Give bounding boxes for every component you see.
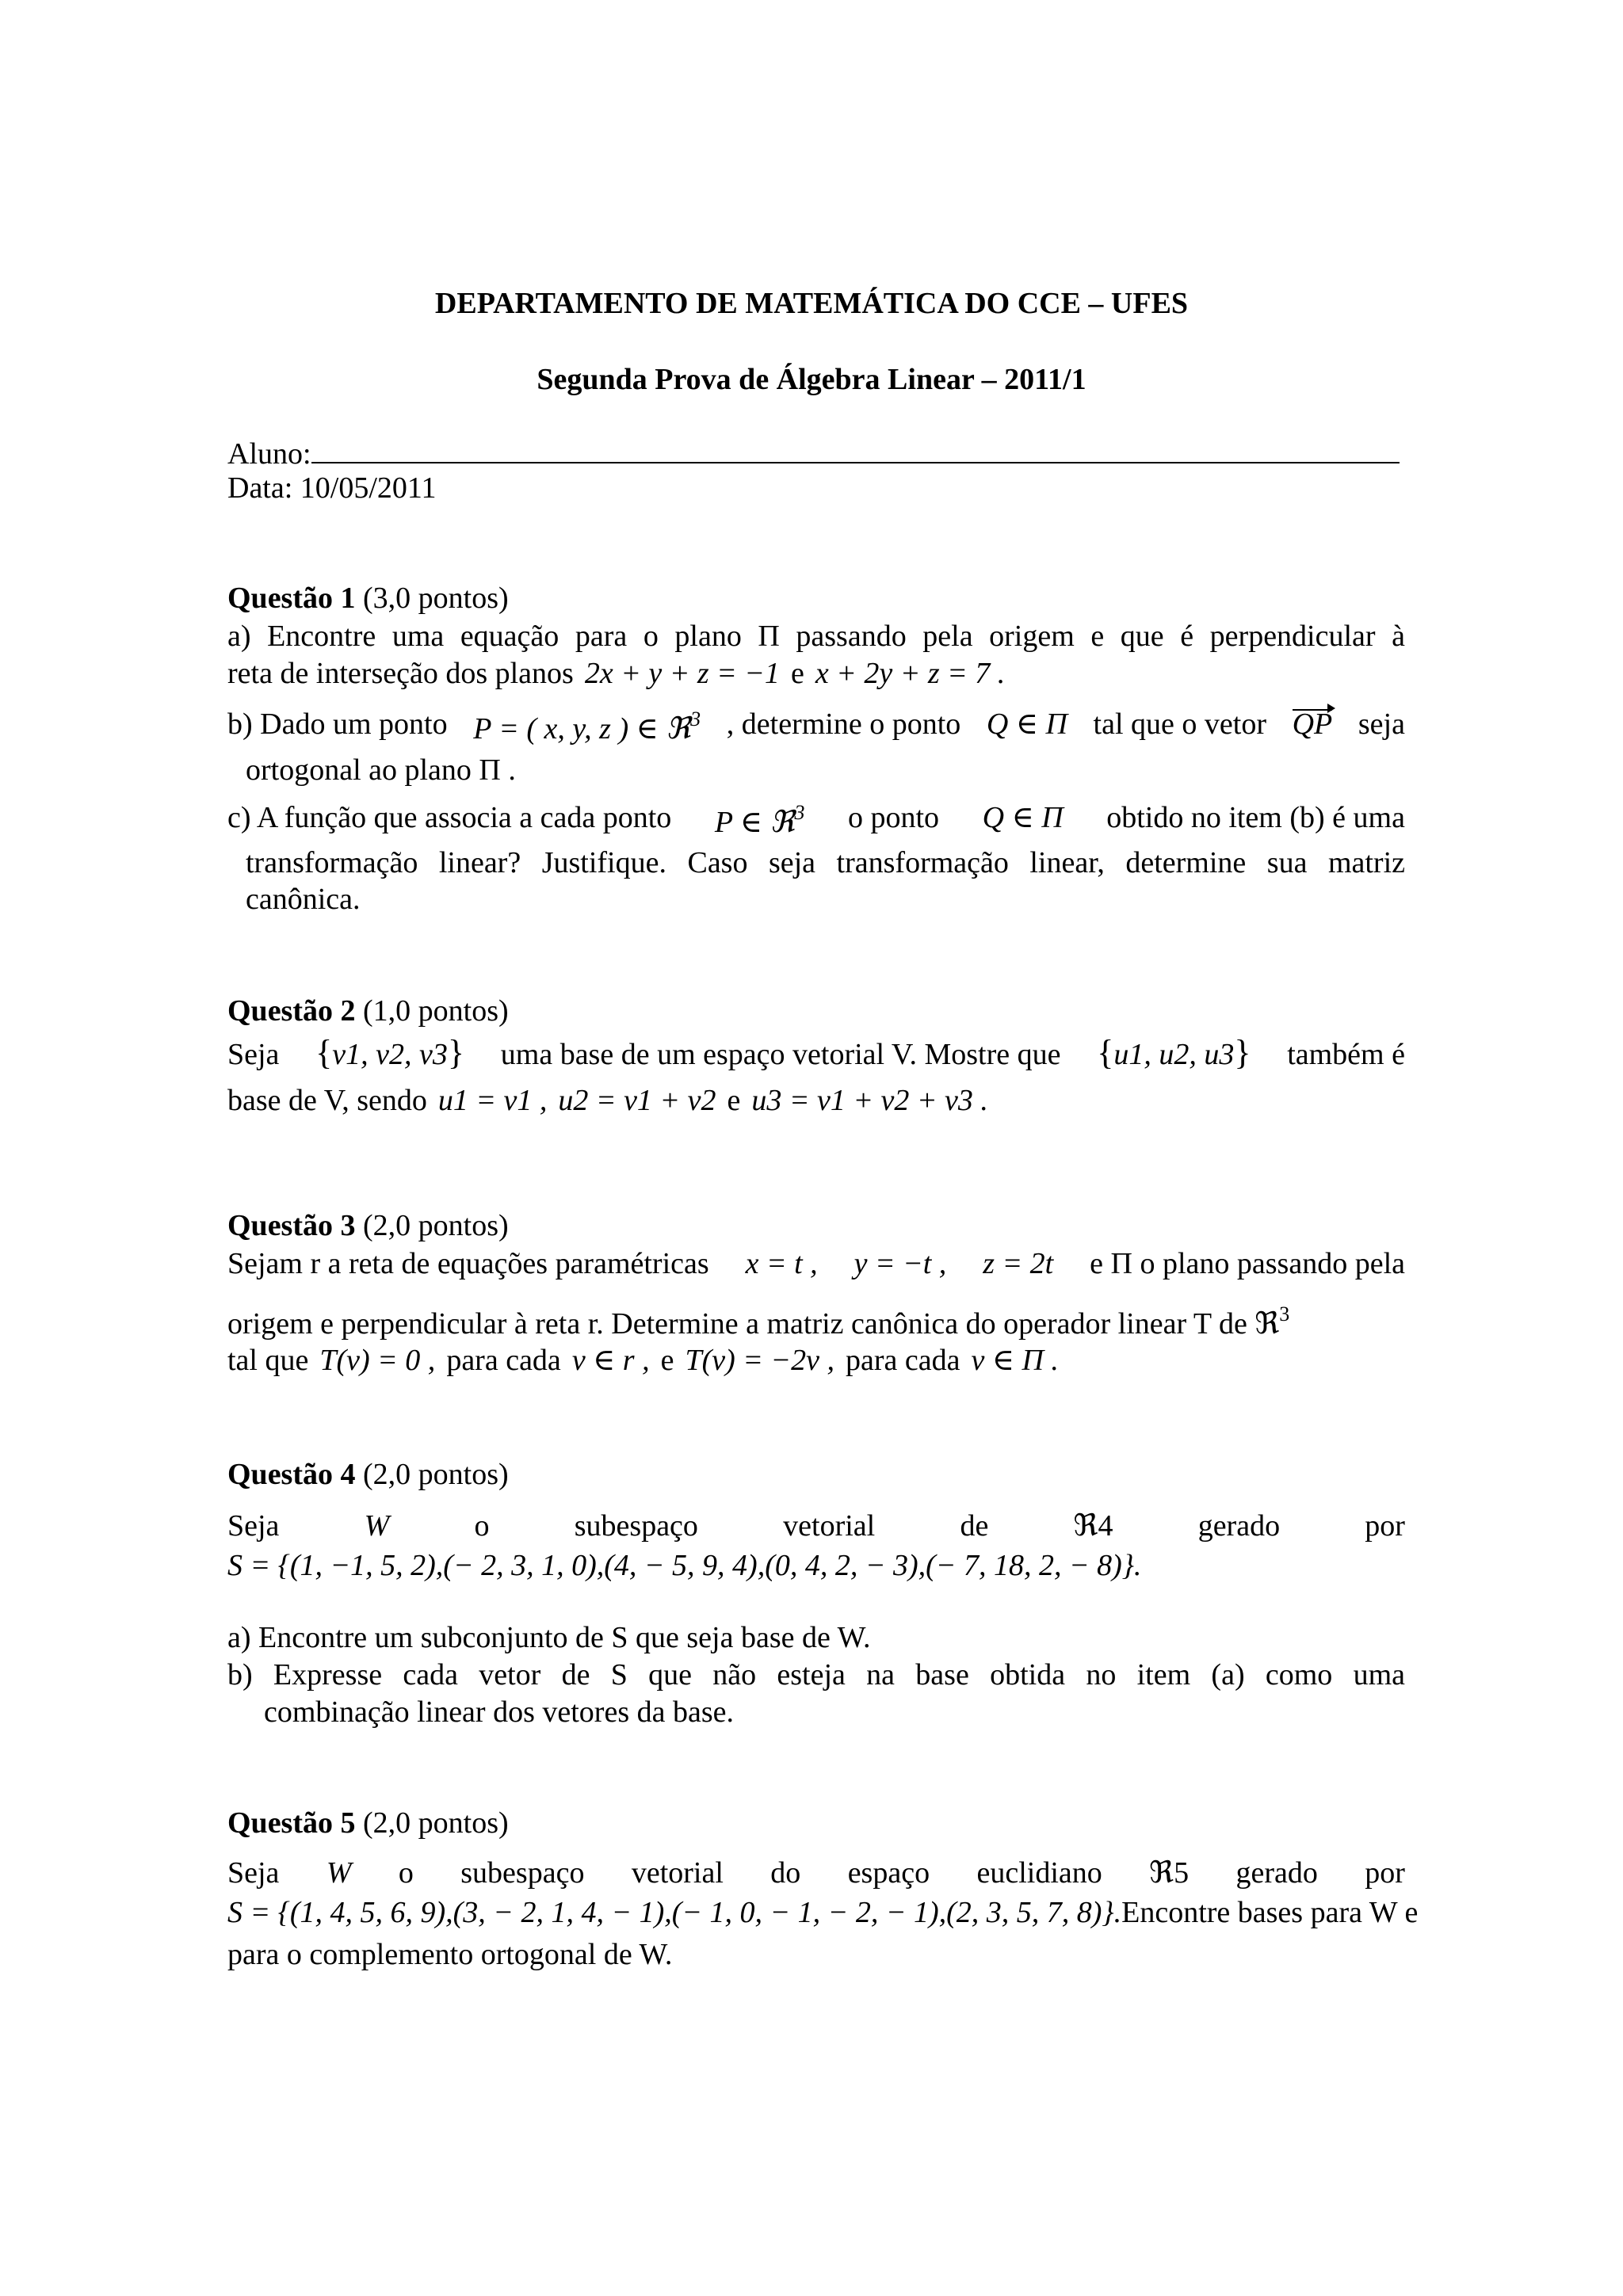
- q1-c-line2: transformação linear? Justifique. Caso seja transformação linear, determine sua matriz: [246, 846, 1405, 879]
- exam-title: Segunda Prova de Álgebra Linear – 2011/1: [537, 363, 1086, 396]
- q4-word: W: [364, 1509, 390, 1543]
- q5-title: Questão 5: [227, 1806, 356, 1840]
- q1-b-point: P = ( x, y, z ) ∈ ℜ$^3$: [473, 707, 701, 746]
- q2-heading: [227, 994, 1405, 1029]
- q1-b-text2: , determine o ponto: [726, 707, 961, 741]
- student-name-line: [227, 437, 1405, 472]
- q1-b-text1: b) Dado um ponto: [227, 707, 448, 741]
- q1-eq-conj: e: [790, 657, 804, 690]
- student-name-label: Aluno:: [227, 437, 311, 471]
- q3-in-r: v ∈ r ,: [571, 1344, 650, 1377]
- q2-text1: Seja: [227, 1038, 280, 1071]
- q4-word: o: [474, 1509, 490, 1543]
- q4-word: Seja: [227, 1509, 280, 1543]
- q1-c-p: P ∈ ℜ$^3$: [714, 801, 805, 839]
- q2-conj: e: [727, 1084, 741, 1117]
- q2-points: (1,0 pontos): [363, 994, 509, 1028]
- q5-line1: [227, 1856, 1405, 1891]
- q3-eq-t2: T(v) = −2v ,: [685, 1344, 834, 1377]
- q3-text1: Sejam r a reta de equações paramétricas: [227, 1247, 709, 1280]
- q1-c-line1: [227, 801, 1405, 841]
- q4-space-r4: ℜ4: [1073, 1509, 1113, 1543]
- q4-word: por: [1365, 1509, 1405, 1543]
- q5-word: W: [326, 1856, 352, 1890]
- q2-text4: base de V, sendo: [227, 1084, 427, 1117]
- q5-text-end: Encontre bases para W e: [1121, 1896, 1419, 1929]
- q1-c-text2: o ponto: [848, 801, 940, 834]
- q4-line1: [227, 1509, 1405, 1544]
- q2-title: Questão 2: [227, 994, 356, 1028]
- q3-points: (2,0 pontos): [363, 1209, 509, 1242]
- q1-a-line2: [227, 657, 1405, 692]
- q1-points: (3,0 pontos): [363, 582, 509, 615]
- q2-eq-u2: u2 = v1 + v2: [558, 1084, 716, 1117]
- q3-text2: e Π o plano passando pela: [1090, 1247, 1405, 1280]
- q1-plane-eq1: 2x + y + z = −1: [584, 657, 780, 690]
- q2-set-v: {v1, v2, v3}: [315, 1033, 465, 1072]
- q3-line2: [227, 1302, 1405, 1342]
- q5-word: o: [398, 1856, 414, 1890]
- q3-eq-y: y = −t ,: [854, 1247, 947, 1280]
- q4-b-line2: combinação linear dos vetores da base.: [264, 1695, 734, 1729]
- q4-word: vetorial: [783, 1509, 876, 1543]
- q3-line3: [227, 1344, 1405, 1379]
- q4-points: (2,0 pontos): [363, 1458, 509, 1491]
- q2-line1: [227, 1033, 1405, 1074]
- q1-heading: [227, 582, 1405, 616]
- q1-a-text: reta de interseção dos planos: [227, 657, 574, 690]
- q3-title: Questão 3: [227, 1209, 356, 1242]
- q1-title: Questão 1: [227, 582, 356, 615]
- q5-word: Seja: [227, 1856, 280, 1890]
- q5-word: do: [770, 1856, 801, 1890]
- q2-text2: uma base de um espaço vetorial V. Mostre que: [500, 1038, 1061, 1071]
- q1-b-text3: tal que o vetor: [1093, 707, 1266, 741]
- q4-heading: [227, 1458, 1405, 1493]
- q1-b-vector-qp: QP: [1293, 707, 1333, 747]
- q3-eq-z: z = 2t: [983, 1247, 1054, 1280]
- q3-eq-x: x = t ,: [745, 1247, 818, 1280]
- q5-space-r5: ℜ5: [1149, 1856, 1190, 1890]
- q2-line2: [227, 1084, 1405, 1119]
- q1-c-text3: obtido no item (b) é uma: [1106, 801, 1405, 834]
- q2-set-u: {u1, u2, u3}: [1097, 1033, 1251, 1072]
- q4-word: de: [960, 1509, 989, 1543]
- q5-word: por: [1365, 1856, 1405, 1890]
- q3-text3: origem e perpendicular à reta r. Determine a matriz canônica do operador linear T de ℜ: [227, 1307, 1280, 1341]
- q1-b-line1: [227, 707, 1405, 747]
- department-heading: DEPARTAMENTO DE MATEMÁTICA DO CCE – UFES: [434, 287, 1189, 320]
- q3-exp: 3: [1279, 1302, 1290, 1325]
- q1-c-line3: canônica.: [246, 883, 361, 916]
- q4-a: a) Encontre um subconjunto de S que seja base de W.: [227, 1621, 871, 1654]
- q1-c-exp: 3: [794, 801, 805, 824]
- q5-heading: [227, 1806, 1405, 1841]
- q3-text5: para cada: [446, 1344, 561, 1377]
- q5-line2: [227, 1896, 1419, 1931]
- q1-b-q: Q ∈ Π: [986, 707, 1067, 741]
- q5-word: gerado: [1235, 1856, 1318, 1890]
- q3-text7: para cada: [845, 1344, 960, 1377]
- exam-date: Data: 10/05/2011: [227, 471, 437, 505]
- q3-in-pi: v ∈ Π .: [971, 1344, 1059, 1377]
- q1-c-text1: c) A função que associa a cada ponto: [227, 801, 672, 834]
- q5-set-s: S = {(1, 4, 5, 6, 9),(3, − 2, 1, 4, − 1),(− 1, 0, − 1, − 2, − 1),(2, 3, 5, 7, 8)}.: [227, 1896, 1122, 1929]
- q1-b-text4: seja: [1358, 707, 1405, 741]
- q4-set-s: S = {(1, −1, 5, 2),(− 2, 3, 1, 0),(4, − 5, 9, 4),(0, 4, 2, − 3),(− 7, 18, 2, − 8)}.: [227, 1549, 1142, 1582]
- q1-b-line2: ortogonal ao plano Π .: [246, 753, 516, 787]
- q5-word: euclidiano: [976, 1856, 1102, 1890]
- q3-line1: [227, 1247, 1405, 1282]
- q5-word: subespaço: [460, 1856, 585, 1890]
- q2-eq-u1: u1 = v1 ,: [437, 1084, 548, 1117]
- q2-text3: também é: [1287, 1038, 1405, 1071]
- q1-plane-eq2: x + 2y + z = 7 .: [815, 657, 1006, 690]
- q3-text6: e: [660, 1344, 674, 1377]
- q4-title: Questão 4: [227, 1458, 356, 1491]
- q4-word: gerado: [1197, 1509, 1281, 1543]
- q1-a-line1: a) Encontre uma equação para o plano Π passando pela origem e que é perpendicular à: [227, 620, 1405, 653]
- q2-eq-u3: u3 = v1 + v2 + v3 .: [751, 1084, 988, 1117]
- q5-word: vetorial: [631, 1856, 724, 1890]
- q3-heading: [227, 1209, 1405, 1244]
- q1-c-q: Q ∈ Π: [982, 801, 1064, 834]
- student-name-blank: [311, 440, 1400, 463]
- q4-word: subespaço: [574, 1509, 698, 1543]
- q3-eq-t1: T(v) = 0 ,: [319, 1344, 436, 1377]
- q5-word: espaço: [847, 1856, 930, 1890]
- q3-text4: tal que: [227, 1344, 309, 1377]
- q4-b-line1: b) Expresse cada vetor de S que não esteja na base obtida no item (a) como uma: [227, 1658, 1405, 1691]
- q5-line3: para o complemento ortogonal de W.: [227, 1938, 673, 1971]
- q1-b-exp: 3: [690, 707, 701, 730]
- q5-points: (2,0 pontos): [363, 1806, 509, 1840]
